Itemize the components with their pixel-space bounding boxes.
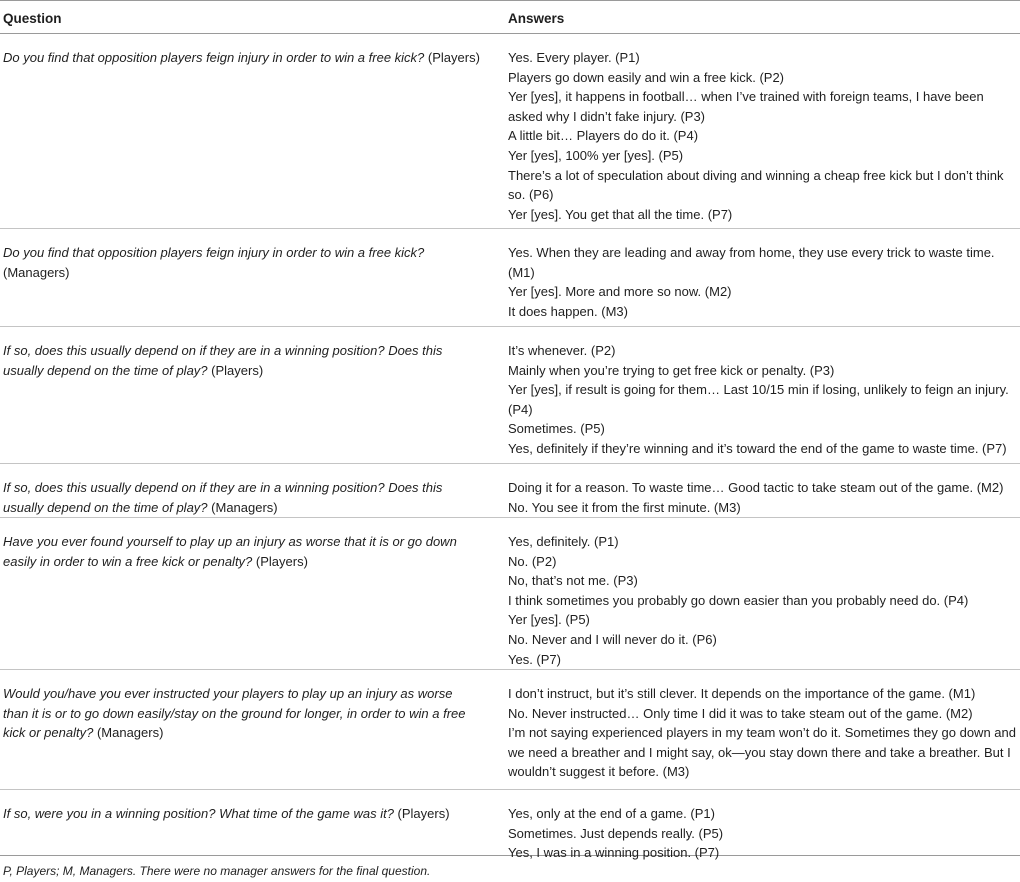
respondent-group: (Managers) — [96, 725, 164, 741]
question-text: Have you ever found yourself to play up an injury as worse that it is or go down easily in order to win a free kick or penalty? — [3, 534, 457, 569]
answer-text: It’s whenever. (P2) — [508, 343, 616, 358]
table-row — [0, 229, 1020, 327]
answers-cell — [508, 243, 1016, 321]
answers-cell — [508, 48, 1016, 224]
answer-text: I don’t instruct, but it’s still clever. It depends on the importance of the game. (M1) — [508, 686, 976, 701]
answer-text: Yer [yes]. (P5) — [508, 612, 590, 628]
question-column-header: Question — [3, 11, 62, 26]
answer-text: A little bit… Players do do it. (P4) — [508, 128, 699, 144]
answer-text: Yer [yes], it happens in football… when I’ve trained with foreign teams, I have been asked why I didn’t fake injury. (P3) — [508, 89, 984, 124]
answer-text: Yes, definitely. (P1) — [508, 534, 619, 549]
answer-text: It does happen. (M3) — [508, 303, 628, 319]
answers-cell — [508, 532, 1016, 669]
answer-text: Yes. Every player. (P1) — [508, 50, 640, 65]
answer-text: Yer [yes]. You get that all the time. (P7) — [508, 206, 733, 222]
answer-text: No. (P2) — [508, 553, 557, 569]
answer-text: Yer [yes]. More and more so now. (M2) — [508, 284, 732, 300]
answers-cell — [508, 804, 1016, 863]
answer-text: Yes, I was in a winning position. (P7) — [508, 845, 720, 861]
table-row — [0, 790, 1020, 861]
question-text: Do you find that opposition players feign injury in order to win a free kick? — [3, 50, 425, 65]
answer-text: Yer [yes], if result is going for them… Last 10/15 min if losing, unlikely to feign an injury. (P4) — [508, 382, 1009, 417]
answer-text: No, that’s not me. (P3) — [508, 573, 638, 589]
answer-text: Players go down easily and win a free kick. (P2) — [508, 69, 785, 85]
answer-text: Doing it for a reason. To waste time… Good tactic to take steam out of the game. (M2) — [508, 480, 1004, 495]
answer-text: No. You see it from the first minute. (M3) — [508, 499, 741, 515]
answers-cell — [508, 684, 1016, 782]
table-row — [0, 518, 1020, 670]
question-cell — [3, 684, 481, 743]
respondent-group: (Players) — [397, 806, 450, 821]
answer-text: I think sometimes you probably go down easier than you probably need do. (P4) — [508, 592, 969, 608]
answer-text: Sometimes. Just depends really. (P5) — [508, 825, 724, 841]
respondent-group: (Players) — [211, 362, 264, 378]
answer-text: Yer [yes], 100% yer [yes]. (P5) — [508, 147, 684, 163]
table-row — [0, 327, 1020, 464]
question-text: If so, does this usually depend on if they are in a winning position? Does this usually depend on the time of play? — [3, 480, 443, 515]
answer-text: There’s a lot of speculation about diving and winning a cheap free kick but I don’t think so. (P6) — [508, 167, 1004, 203]
answer-text: Yes. When they are leading and away from home, they use every trick to waste time. (M1) — [508, 245, 995, 280]
table-row — [0, 34, 1020, 229]
table-row — [0, 464, 1020, 518]
respondent-group: (Managers) — [211, 499, 278, 515]
answer-text: Sometimes. (P5) — [508, 421, 605, 437]
question-cell — [3, 532, 481, 571]
answer-text: Yes, definitely if they’re winning and it’s toward the end of the game to waste time. (P7) — [508, 440, 1007, 456]
table-footnote: P, Players; M, Managers. There were no manager answers for the final question. — [3, 864, 431, 878]
answer-text: I’m not saying experienced players in my team won’t do it. Sometimes they go down and we need a breather and I might say, ok—you stay down there and take a breather. But I wouldn’t suggest it before. (M3) — [508, 725, 1016, 780]
question-cell — [3, 243, 481, 282]
respondent-group: (Players) — [255, 553, 308, 569]
table-row — [0, 670, 1020, 790]
question-cell — [3, 804, 481, 824]
answers-column-header: Answers — [508, 11, 565, 26]
table-header — [0, 0, 1020, 34]
question-cell — [3, 478, 481, 517]
question-text: Do you find that opposition players feign injury in order to win a free kick? — [3, 245, 425, 260]
respondent-group: (Players) — [427, 50, 480, 65]
answers-cell — [508, 478, 1016, 517]
question-text: Would you/have you ever instructed your players to play up an injury as worse than it is or to go down easily/stay on the ground for longer, in order to win a free kick or penalty? — [3, 686, 466, 741]
question-cell — [3, 48, 481, 68]
answers-cell — [508, 341, 1016, 459]
question-cell — [3, 341, 481, 380]
answer-text: Mainly when you’re trying to get free kick or penalty. (P3) — [508, 362, 835, 378]
question-text: If so, does this usually depend on if they are in a winning position? Does this usually depend on the time of play? — [3, 343, 443, 378]
respondent-group: (Managers) — [3, 264, 70, 280]
question-text: If so, were you in a winning position? What time of the game was it? — [3, 806, 394, 821]
answer-text: No. Never and I will never do it. (P6) — [508, 631, 717, 647]
answer-text: Yes, only at the end of a game. (P1) — [508, 806, 715, 821]
answer-text: No. Never instructed… Only time I did it was to take steam out of the game. (M2) — [508, 705, 973, 721]
answer-text: Yes. (P7) — [508, 651, 561, 667]
